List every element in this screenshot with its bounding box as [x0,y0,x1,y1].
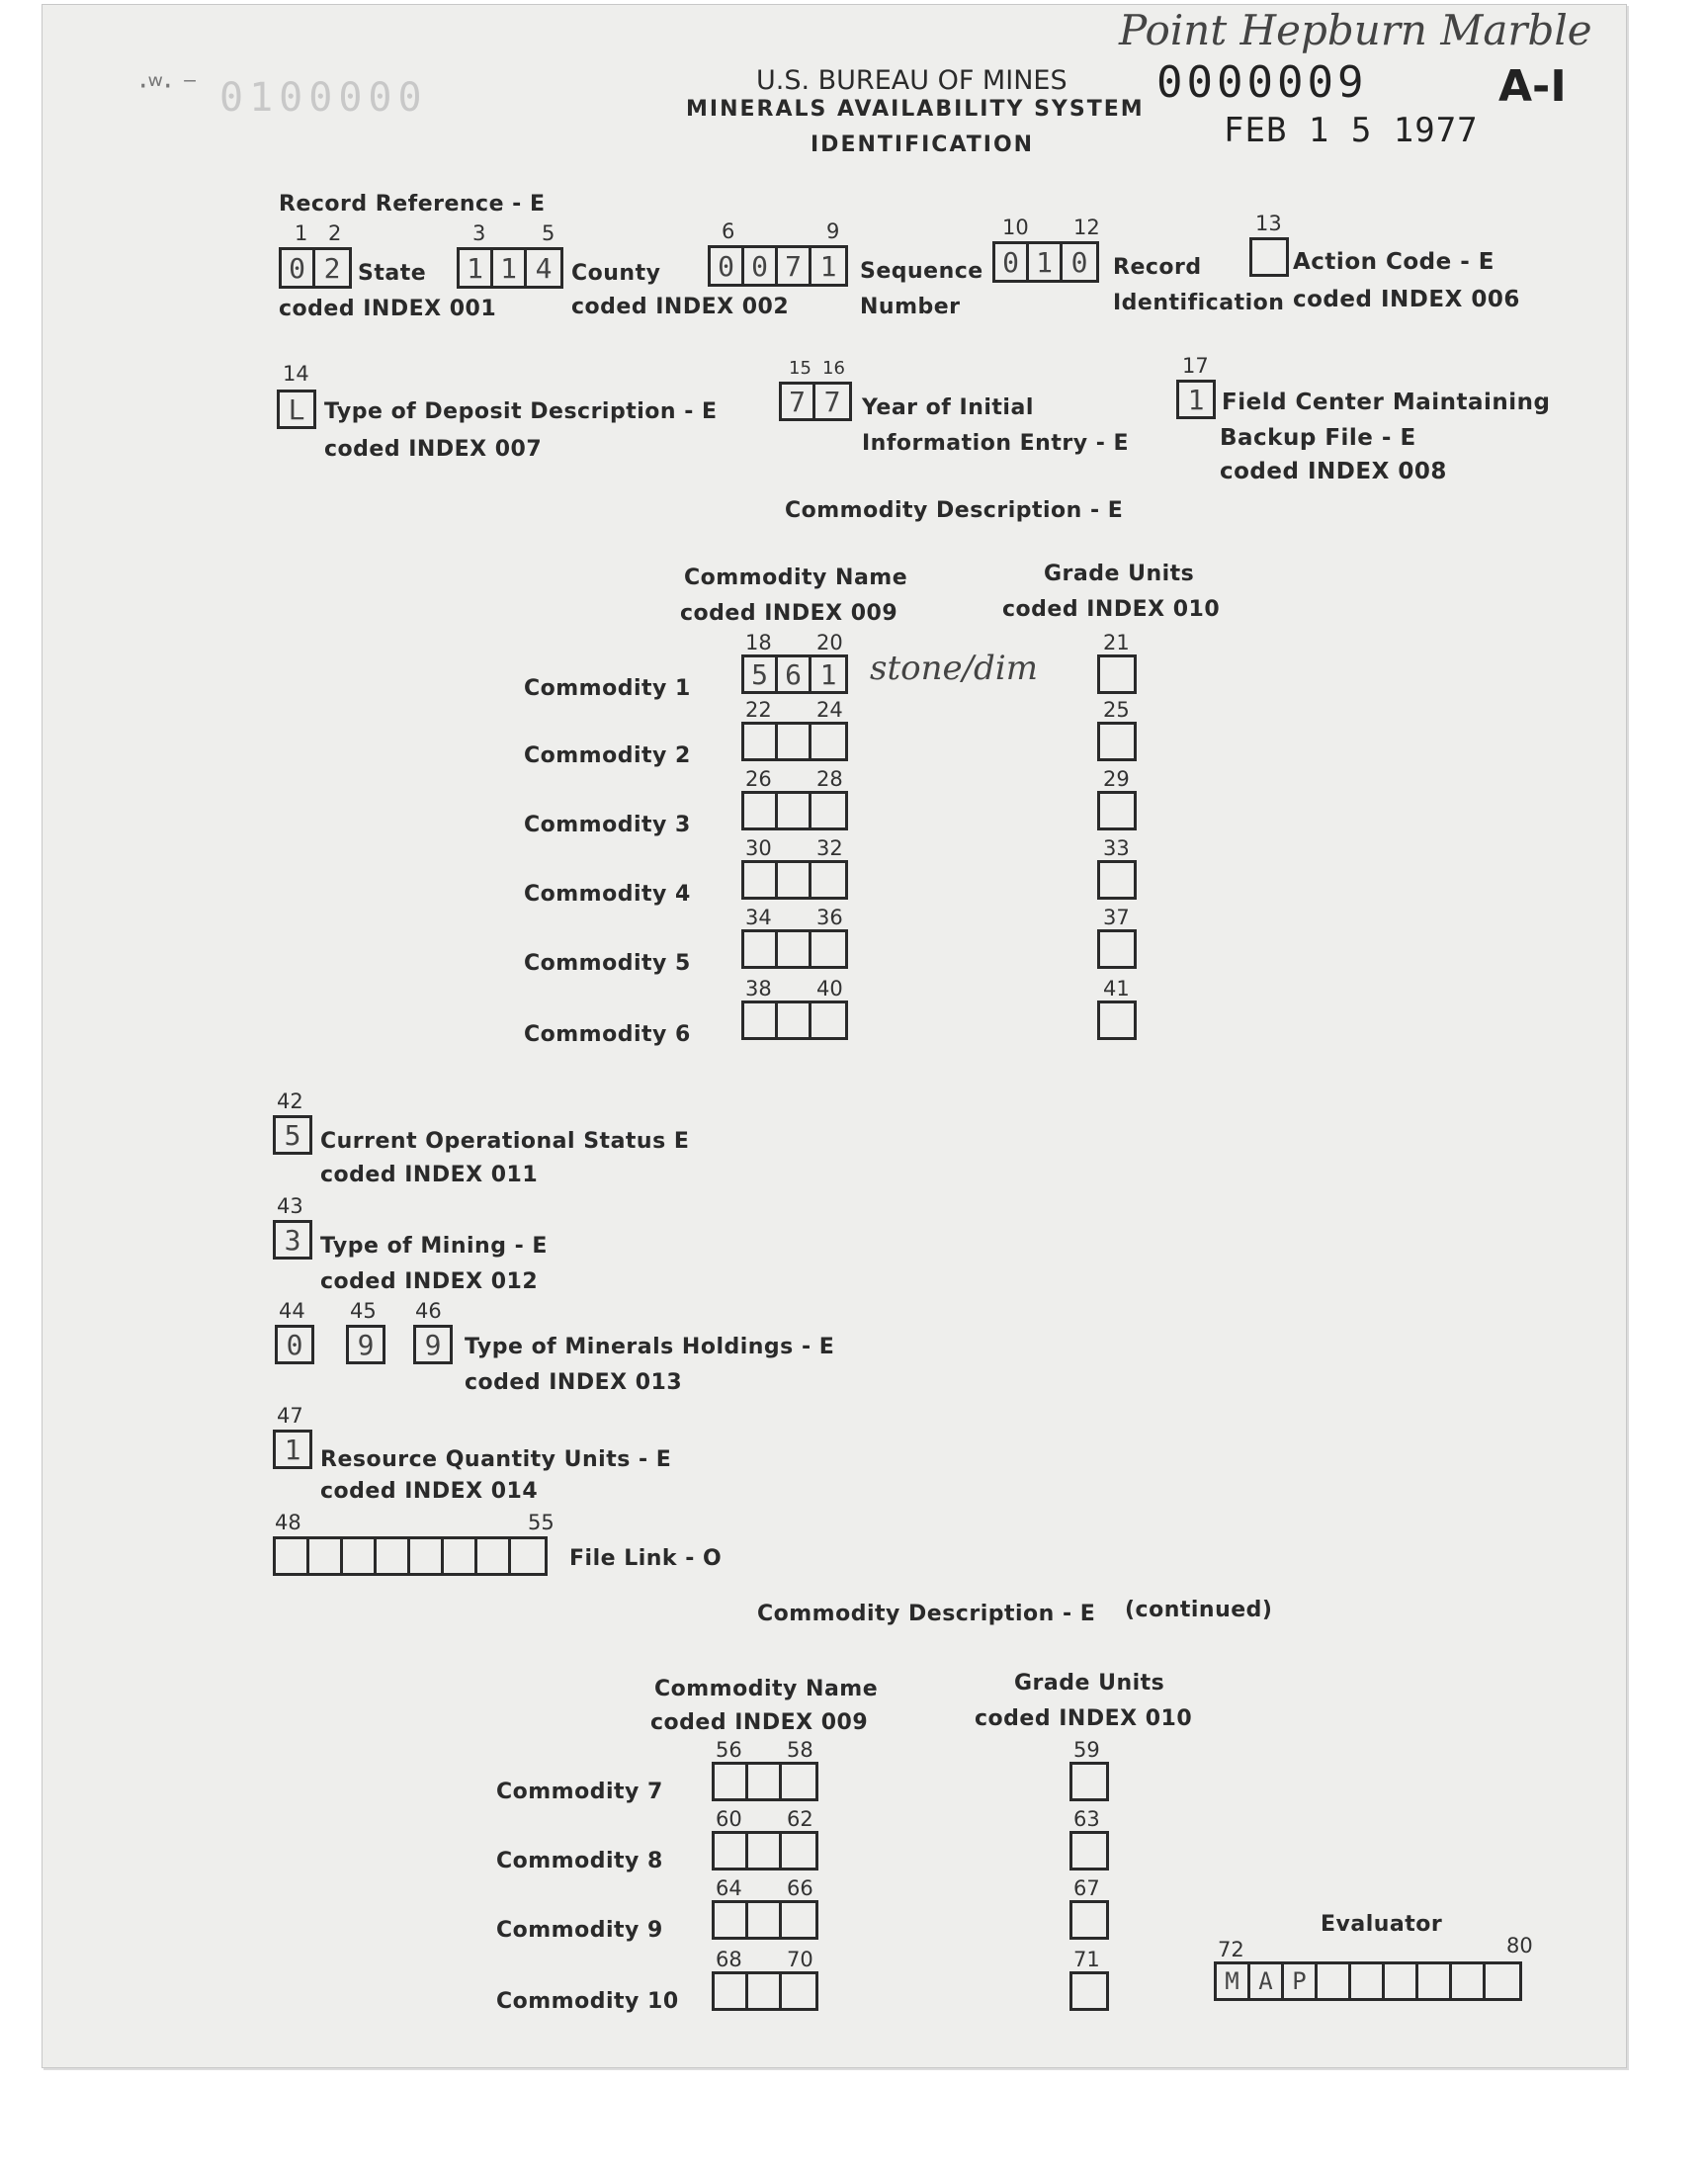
file-link-label: File Link - O [569,1546,723,1571]
record-id-digit: 0 [1070,245,1088,279]
resource-units-coded: coded INDEX 014 [320,1479,539,1504]
file-link-cell [511,1539,545,1573]
year-label: Year of Initial [862,395,1034,420]
col-number: 72 [1218,1938,1244,1961]
grade-units-field[interactable] [1097,929,1137,969]
county-coded: coded INDEX 002 [571,295,790,319]
col-number: 70 [787,1948,813,1971]
resource-units-value: 1 [284,1433,301,1466]
record-reference-title: Record Reference - E [279,192,546,217]
faded-stamp: 0100000 [219,75,428,121]
col-number: 42 [277,1089,303,1113]
grade-units-field[interactable] [1097,860,1137,900]
sequence-number-field[interactable] [708,245,848,287]
field-center-label-2: Backup File - E [1220,425,1416,451]
col-number: 1 [295,221,308,245]
commodity-code-field[interactable] [741,929,848,969]
agency-title: U.S. BUREAU OF MINES [756,65,1068,96]
col-number: 67 [1073,1876,1100,1900]
commodity-code-field[interactable] [712,1900,818,1940]
col-number: 15 [789,358,811,379]
field-center-value: 1 [1187,383,1205,416]
commodity-code-field[interactable] [712,1831,818,1870]
commodity-digit [778,794,811,827]
year-initial-entry-field[interactable] [779,382,852,421]
holdings-coded: coded INDEX 013 [465,1370,683,1395]
commodity-cont-continued: (continued) [1125,1598,1273,1622]
evaluator-cell [1452,1964,1486,1998]
col-number: 2 [328,221,342,245]
col-number: 10 [1002,216,1029,239]
county-digit: 4 [535,251,553,285]
col-number: 22 [745,698,772,722]
record-id-label-2: Identification [1113,291,1285,315]
field-center-field[interactable] [1176,380,1216,419]
grade-units-field[interactable] [1069,1831,1109,1870]
mining-type-field[interactable] [273,1220,312,1260]
col-number: 17 [1182,354,1209,378]
commodity-cont-name-coded: coded INDEX 009 [650,1710,869,1735]
commodity-row-label: Commodity 9 [496,1918,663,1943]
col-number: 6 [722,219,735,243]
col-number: 3 [472,221,486,245]
mining-type-coded: coded INDEX 012 [320,1269,539,1294]
holdings-value: 9 [424,1328,442,1361]
evaluator-initials-field[interactable] [1214,1961,1522,2001]
commodity-name-header: Commodity Name [684,566,908,590]
commodity-code-field[interactable] [741,860,848,900]
col-number: 45 [350,1299,377,1323]
year-label-2: Information Entry - E [862,431,1130,456]
col-number: 68 [716,1948,742,1971]
state-digit: 0 [282,250,315,286]
col-number: 16 [822,358,845,379]
evaluator-cell [1486,1964,1519,1998]
date-stamp: FEB 1 5 1977 [1224,111,1479,150]
col-number: 28 [816,767,843,791]
sequence-digit: 1 [819,249,837,283]
commodity-digit [715,1903,748,1937]
commodity-row-label: Commodity 6 [524,1022,691,1047]
col-number: 64 [716,1876,742,1900]
action-code-coded: coded INDEX 006 [1293,287,1520,312]
commodity-cont-grade-header: Grade Units [1014,1671,1165,1696]
col-number: 32 [816,836,843,860]
col-number: 59 [1073,1738,1100,1762]
file-link-cell [444,1539,477,1573]
col-number: 29 [1103,767,1130,791]
record-id-field[interactable] [992,241,1099,283]
col-number: 34 [745,906,772,929]
commodity-digit [782,1903,815,1937]
holdings-label: Type of Minerals Holdings - E [465,1335,835,1359]
commodity-cont-name-header: Commodity Name [654,1677,879,1701]
col-number: 71 [1073,1948,1100,1971]
evaluator-cell [1385,1964,1418,1998]
deposit-type-coded: coded INDEX 007 [324,437,543,462]
mining-type-label: Type of Mining - E [320,1234,548,1259]
commodity-digit [811,794,845,827]
col-number: 9 [826,219,840,243]
smudge-mark: ·ʷ· ⁻ [138,69,198,104]
holdings-value: 9 [357,1328,375,1361]
commodity-code-field[interactable] [741,791,848,830]
grade-units-field[interactable] [1097,722,1137,761]
col-number: 21 [1103,631,1130,654]
commodity-row-label: Commodity 5 [524,951,691,976]
col-number: 13 [1255,212,1282,235]
grade-units-header: Grade Units [1044,562,1195,586]
col-number: 33 [1103,836,1130,860]
evaluator-cell [1418,1964,1452,1998]
col-number: 25 [1103,698,1130,722]
col-number: 38 [745,977,772,1000]
action-code-label: Action Code - E [1293,249,1495,275]
operational-status-value: 5 [284,1118,301,1152]
col-number: 36 [816,906,843,929]
evaluator-cell [1318,1964,1351,1998]
commodity-digit [744,725,778,758]
commodity-code-field[interactable] [741,722,848,761]
commodity-row-label: Commodity 3 [524,813,691,837]
handwritten-title: Point Hepburn Marble [1119,6,1592,54]
field-center-label: Field Center Maintaining [1222,390,1551,415]
col-number: 48 [275,1511,301,1534]
file-link-cell [410,1539,444,1573]
commodity-digit [748,1903,782,1937]
col-number: 26 [745,767,772,791]
year-digit: 7 [823,385,841,418]
commodity-digit [811,863,845,897]
resource-units-field[interactable] [273,1430,312,1469]
form-code: A-I [1498,61,1567,112]
commodity-digit [778,1003,811,1037]
record-id-label: Record [1113,255,1202,280]
commodity-code-field[interactable] [741,1000,848,1040]
sequence-digit: 7 [778,248,811,284]
file-link-cell [377,1539,410,1573]
record-id-digit: 1 [1029,244,1063,280]
deposit-type-field[interactable] [277,390,316,429]
file-link-cell [477,1539,511,1573]
commodity-digit: 6 [778,657,811,691]
commodity-code-field[interactable] [712,1971,818,2011]
grade-units-field[interactable] [1069,1762,1109,1801]
grade-units-field[interactable] [1097,1000,1137,1040]
grade-units-field[interactable] [1069,1971,1109,2011]
year-digit: 7 [782,385,815,418]
holdings-value: 0 [286,1328,303,1361]
file-link-field[interactable] [273,1536,548,1576]
sequence-label-2: Number [860,295,961,319]
county-digit: 1 [460,250,493,286]
commodity-code-field[interactable] [712,1762,818,1801]
sequence-digit: 0 [744,248,778,284]
commodity-digit [778,725,811,758]
holdings-field-2[interactable] [346,1325,385,1364]
col-number: 14 [283,362,309,386]
deposit-type-value: L [288,392,305,426]
col-number: 37 [1103,906,1130,929]
operational-status-field[interactable] [273,1115,312,1155]
file-link-cell [276,1539,309,1573]
system-title: MINERALS AVAILABILITY SYSTEM [686,97,1145,122]
commodity-digit [744,863,778,897]
commodity-digit [811,1003,845,1037]
holdings-field-1[interactable] [275,1325,314,1364]
commodity-digit [811,932,845,966]
record-id-digit: 0 [995,244,1029,280]
grade-units-field[interactable] [1097,654,1137,694]
file-link-cell [309,1539,343,1573]
county-code-field[interactable] [457,247,563,289]
commodity-digit [811,725,845,758]
col-number: 12 [1073,216,1100,239]
commodity-digit [778,863,811,897]
commodity-digit: 1 [819,657,837,691]
commodity-digit [782,1834,815,1868]
commodity-row-label: Commodity 4 [524,882,691,907]
action-code-value [1252,240,1286,274]
col-number: 47 [277,1404,303,1428]
evaluator-label: Evaluator [1321,1912,1443,1937]
col-number: 62 [787,1807,813,1831]
handwritten-note: stone/dim [870,649,1038,688]
grade-units-coded: coded INDEX 010 [1002,597,1221,622]
action-code-field[interactable] [1249,237,1289,277]
field-center-coded: coded INDEX 008 [1220,459,1447,484]
resource-units-label: Resource Quantity Units - E [320,1447,672,1472]
col-number: 80 [1506,1934,1533,1958]
commodity-digit [782,1974,815,2008]
commodity-digit [715,1834,748,1868]
form-title: IDENTIFICATION [811,132,1035,157]
grade-units-field[interactable] [1097,791,1137,830]
col-number: 55 [528,1511,555,1534]
county-digit: 1 [493,250,527,286]
col-number: 58 [787,1738,813,1762]
commodity-digit [744,932,778,966]
commodity-digit [715,1765,748,1798]
col-number: 43 [277,1194,303,1218]
col-number: 44 [279,1299,305,1323]
commodity-digit [748,1834,782,1868]
commodity-digit [778,932,811,966]
commodity-digit: 5 [744,657,778,691]
sequence-digit: 0 [711,248,744,284]
commodity-section-title: Commodity Description - E [785,498,1124,523]
state-code-field[interactable] [279,247,352,289]
record-stamp: 0000009 [1156,57,1368,108]
commodity-digit [715,1974,748,2008]
state-digit: 2 [323,251,341,285]
state-coded: coded INDEX 001 [279,297,497,321]
commodity-digit [744,794,778,827]
col-number: 63 [1073,1807,1100,1831]
evaluator-cell [1351,1964,1385,1998]
col-number: 66 [787,1876,813,1900]
col-number: 41 [1103,977,1130,1000]
mining-type-value: 3 [284,1223,301,1257]
grade-units-field[interactable] [1069,1900,1109,1940]
county-label: County [571,261,661,286]
evaluator-cell: A [1250,1964,1284,1998]
holdings-field-3[interactable] [413,1325,453,1364]
commodity-name-coded: coded INDEX 009 [680,601,898,626]
state-label: State [358,261,427,286]
col-number: 56 [716,1738,742,1762]
commodity-row-label: Commodity 2 [524,743,691,768]
col-number: 40 [816,977,843,1000]
commodity-code-field[interactable] [741,654,848,694]
commodity-cont-grade-coded: coded INDEX 010 [975,1706,1193,1731]
evaluator-cell: M [1217,1964,1250,1998]
col-number: 5 [542,221,555,245]
evaluator-cell: P [1284,1964,1318,1998]
commodity-row-label: Commodity 10 [496,1989,679,2014]
commodity-digit [748,1974,782,2008]
col-number: 24 [816,698,843,722]
sequence-label: Sequence [860,259,983,284]
operational-status-coded: coded INDEX 011 [320,1163,539,1187]
col-number: 60 [716,1807,742,1831]
commodity-row-label: Commodity 7 [496,1780,663,1804]
deposit-type-label: Type of Deposit Description - E [324,399,718,424]
commodity-digit [782,1765,815,1798]
commodity-cont-title: Commodity Description - E [757,1602,1096,1626]
file-link-cell [343,1539,377,1573]
commodity-row-label: Commodity 1 [524,676,691,701]
commodity-digit [748,1765,782,1798]
col-number: 46 [415,1299,442,1323]
col-number: 20 [816,631,843,654]
commodity-digit [744,1003,778,1037]
col-number: 30 [745,836,772,860]
operational-status-label: Current Operational Status E [320,1129,690,1154]
commodity-row-label: Commodity 8 [496,1849,663,1873]
col-number: 18 [745,631,772,654]
